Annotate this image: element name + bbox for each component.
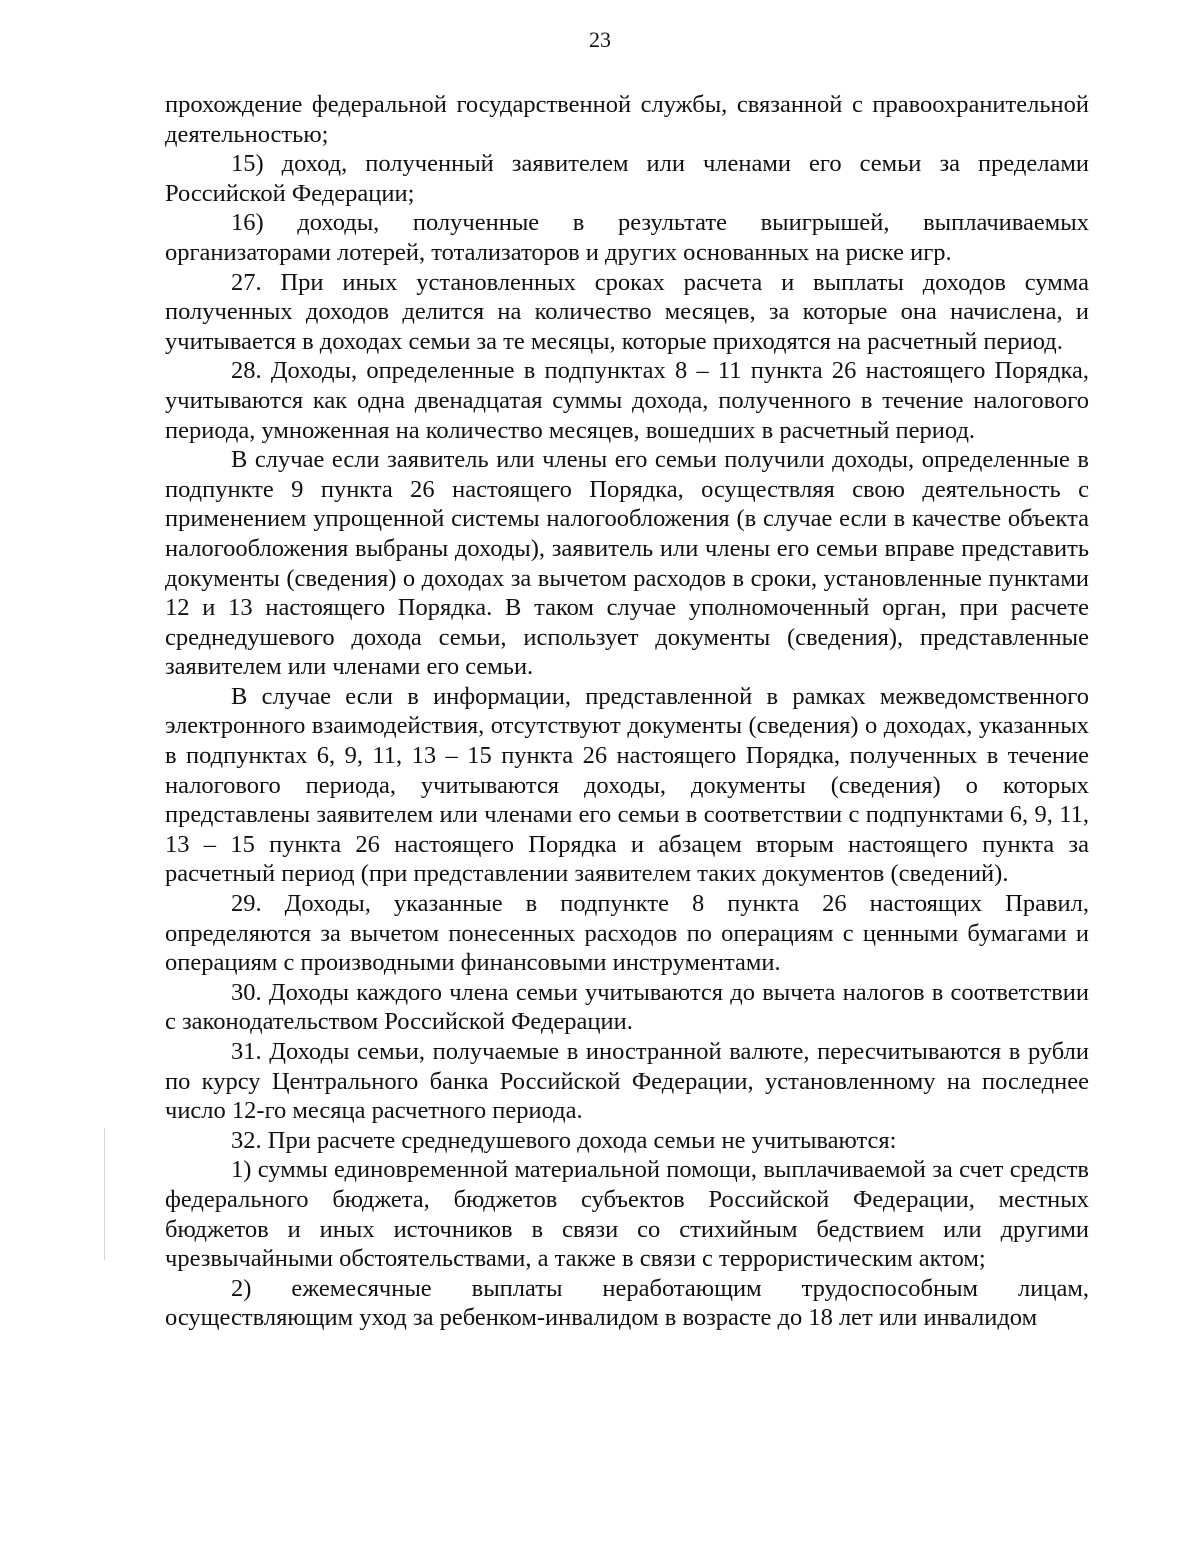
- paragraph-clause-28-simplified-tax: В случае если заявитель или члены его семьи получили доходы, определенные в подпункте 9 пункта 26 настоящего Порядка, осуществляя свою деятельность с применением упрощенной системы налогообложения (в случае если в качестве объекта налогообложения выбраны доходы), заявитель или члены его семьи вправе представить документы (сведения) о доходах за вычетом расходов в сроки, установленные пунктами 12 и 13 настоящего Порядка. В таком случае уполномоченный орган, при расчете среднедушевого дохода семьи, использует документы (сведения), представленные заявителем или членами его семьи.: [165, 446, 1089, 681]
- paragraph-clause-32-item-1: 1) суммы единовременной материальной помощи, выплачиваемой за счет средств федерального бюджета, бюджетов субъектов Российской Федерации, местных бюджетов и иных источников в связи со стихийным бедствием или другими чрезвычайными обстоятельствами, а также в связи с террористическим актом;: [165, 1156, 1089, 1273]
- paragraph-clause-32: 32. При расчете среднедушевого дохода семьи не учитываются:: [231, 1126, 897, 1154]
- paragraph-continuation-law-enforcement: прохождение федеральной государственной службы, связанной с правоохранительной деятельностью;: [165, 91, 1089, 148]
- paragraph-clause-30: 30. Доходы каждого члена семьи учитываются до вычета налогов в соответствии с законодательством Российской Федерации.: [165, 978, 1089, 1036]
- paragraph-clause-28-interagency: В случае если в информации, представленной в рамках межведомственного электронного взаимодействия, отсутствуют документы (сведения) о доходах, указанных в подпунктах 6, 9, 11, 13 – 15 пункта 26 настоящего Порядка, полученных в течение налогового периода, учитываются доходы, документы (сведения) о которых представлены заявителем или членами его семьи в соответствии с подпунктами 6, 9, 11, 13 – 15 пункта 26 настоящего Порядка и абзацем вторым настоящего пункта за расчетный период (при представлении заявителем таких документов (сведений).: [165, 682, 1089, 888]
- document-body: [165, 90, 1089, 1333]
- paragraph-clause-28: 28. Доходы, определенные в подпунктах 8 – 11 пункта 26 настоящего Порядка, учитываются как одна двенадцатая суммы дохода, полученного в течение налогового периода, умноженная на количество месяцев, вошедших в расчетный период.: [165, 357, 1089, 444]
- paragraph-clause-29: 29. Доходы, указанные в подпункте 8 пункта 26 настоящих Правил, определяются за вычетом понесенных расходов по операциям с ценными бумагами и операциям с производными финансовыми инструментами.: [165, 890, 1089, 977]
- paragraph-clause-27: 27. При иных установленных сроках расчета и выплаты доходов сумма полученных доходов делится на количество месяцев, за которые она начислена, и учитывается в доходах семьи за те месяцы, которые приходятся на расчетный период.: [165, 268, 1089, 355]
- paragraph-item-16: 16) доходы, полученные в результате выигрышей, выплачиваемых организаторами лотерей, тотализаторов и других основанных на риске игр.: [165, 209, 1089, 266]
- paragraph-item-15: 15) доход, полученный заявителем или членами его семьи за пределами Российской Федерации;: [165, 150, 1089, 207]
- paragraph-clause-32-item-2: 2) ежемесячные выплаты неработающим трудоспособным лицам, осуществляющим уход за ребенком-инвалидом в возрасте до 18 лет или инвалидом: [165, 1274, 1089, 1332]
- scan-margin-line: [104, 1128, 105, 1260]
- paragraph-clause-31: 31. Доходы семьи, получаемые в иностранной валюте, пересчитываются в рубли по курсу Центрального банка Российской Федерации, установленному на последнее число 12-го месяца расчетного периода.: [165, 1038, 1089, 1125]
- page-number: 23: [589, 27, 611, 52]
